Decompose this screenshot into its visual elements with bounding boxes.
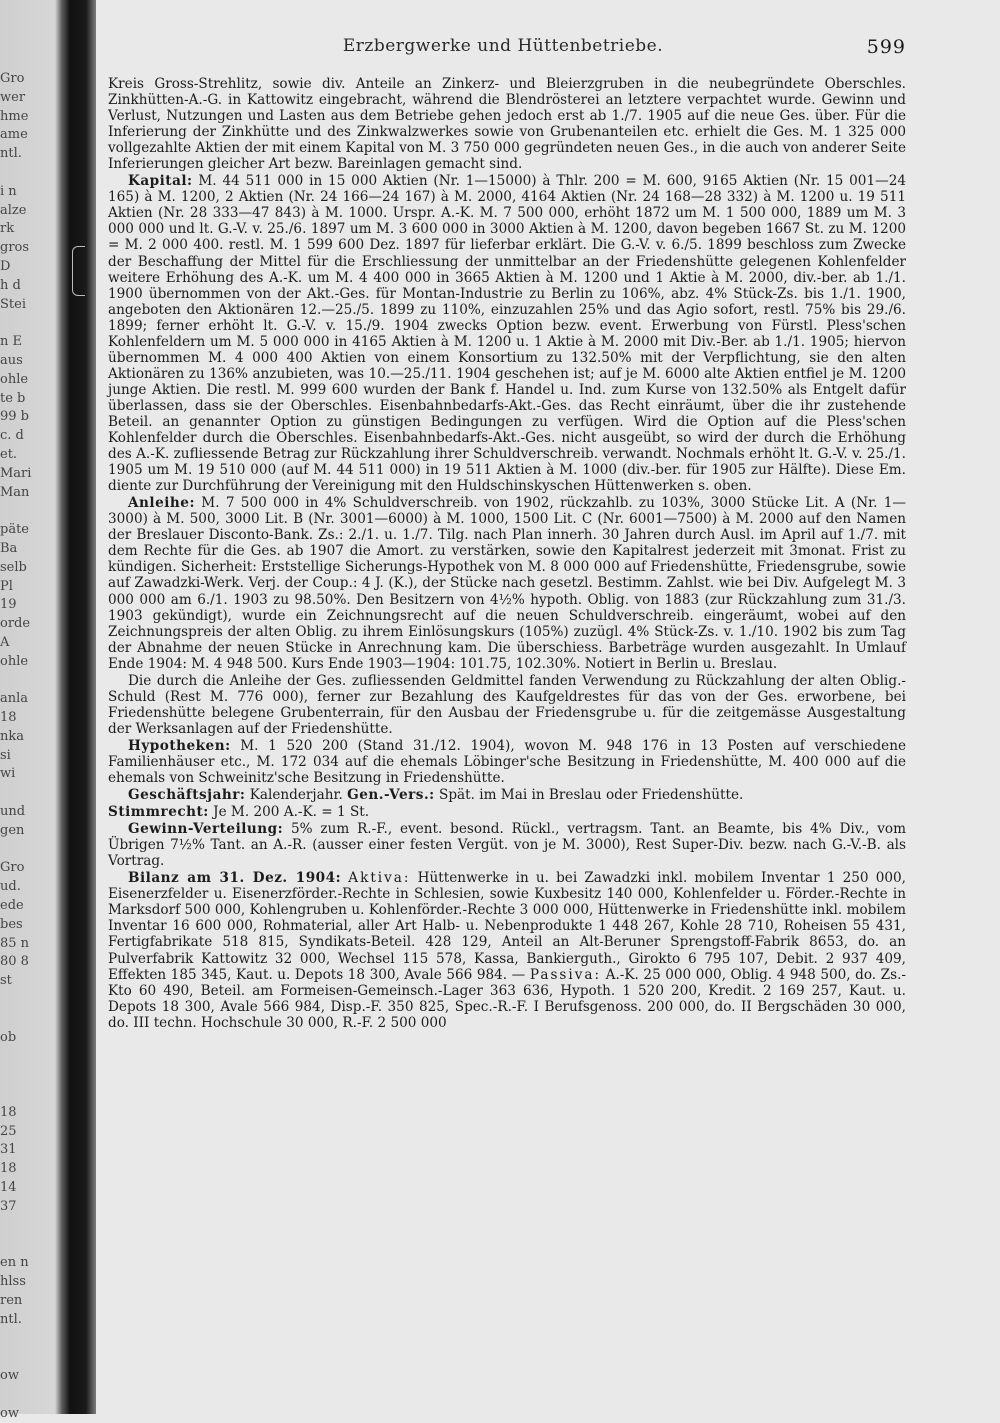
text-column xyxy=(108,76,906,1032)
fragment-line: gen xyxy=(0,822,25,838)
fragment-line: ntl. xyxy=(0,146,22,162)
paragraph-geldmittel: Die durch die Anleihe der Ges. zufliessenden Geldmittel fanden Verwendung zu Rückzahlung der alten Oblig.-Schuld (Rest M. 776 000), ferner zur Bezahlung des Kaufgeldrestes für das von der Ges. erworbene, bei Friedenshütte belegene Grubenterrain, für den Ausbau der Friedensgrube u. für die zeitgemässe Ausgestaltung der Werksanlagen auf der Friedenshütte. xyxy=(108,672,906,737)
fragment-line: selb xyxy=(0,559,27,575)
fragment-line: alze xyxy=(0,202,27,218)
fragment-line: päte xyxy=(0,522,29,538)
fragment-line xyxy=(0,1329,62,1348)
running-title: Erzbergwerke und Hüttenbetriebe. xyxy=(342,36,664,56)
fragment-line: Mari xyxy=(0,465,32,481)
fragment-line: 18 xyxy=(0,710,17,726)
paragraph-bilanz: Bilanz am 31. Dez. 1904: Aktiva: Hüttenwerke in u. bei Zawadzki inkl. mobilem Inventar 1 250 000, Eisenerzfelder u. Eisenerzförder.-Rechte in Schlesien, sowie Kuxbesitz 140 000, Kohlenfelder u. Förder.-Rechte in Marksdorf 500 000, Kohlengruben u. Kohlenförder.-Rechte 3 000 000, Hüttenwerke in Friedenshütte inkl. mobilem Inventar 16 600 000, Rohmaterial, aller Art Halb- u. Nebenprodukte 1 448 267, Kohle 28 710, Roheisen 55 431, Fertigfabrikate 518 815, Syndikats-Beteil. 428 129, Anteil an Alt-Beruner Sprengstoff-Fabrik 8653, do. an Pulverfabrik Kattowitz 32 000, Wechsel 115 578, Kassa, Bankierguth., Girokto 6 795 107, Debit. 2 937 409, Effekten 185 345, Kaut. u. Depots 18 300, Avale 566 984. — Passiva: A.-K. 25 000 000, Oblig. 4 948 500, do. Zs.-Kto 60 490, Beteil. am Formeisen-Gemeinsch.-Lager 363 636, Hypoth. 1 520 200, Kredit. 2 169 257, Kaut. u. Depots 18 300, Avale 566 984, Disp.-F. 350 825, Spec.-R.-F. I Berufsgenoss. 200 000, do. II Bergschäden 30 000, do. III techn. Hochschule 30 000, R.-F. 2 500 000 xyxy=(108,870,906,1031)
fragment-line: D xyxy=(0,258,11,274)
fragment-line: aus xyxy=(0,352,23,368)
fragment-line: ntl. xyxy=(0,1311,22,1327)
fragment-line: und xyxy=(0,804,26,820)
fragment-line: 18 xyxy=(0,1104,17,1120)
passiva-label: Passiva: xyxy=(529,966,602,983)
fragment-line xyxy=(0,1085,62,1104)
fragment-line: ob xyxy=(0,1029,17,1045)
fragment-line: n E xyxy=(0,334,22,350)
section-heading: Geschäftsjahr: xyxy=(128,787,246,804)
section-heading: Hypotheken: xyxy=(128,737,231,754)
fragment-line: ohle xyxy=(0,371,29,387)
section-heading: Bilanz am 31. Dez. 1904: xyxy=(128,870,342,887)
section-heading: Kapital: xyxy=(128,173,193,190)
fragment-line: te b xyxy=(0,390,26,406)
fragment-line xyxy=(0,1348,62,1367)
fragment-line: 99 b xyxy=(0,409,29,425)
section-heading: Gewinn-Verteilung: xyxy=(128,821,284,838)
fragment-line: h d xyxy=(0,277,21,293)
fragment-line xyxy=(0,314,62,333)
fragment-line: Stei xyxy=(0,296,26,312)
fragment-line xyxy=(0,1235,62,1254)
fragment-line xyxy=(0,784,62,803)
fragment-line: A xyxy=(0,634,10,650)
paragraph-stimmrecht: Stimmrecht: Je M. 200 A.-K. = 1 St. xyxy=(108,804,370,821)
fragment-line: wi xyxy=(0,766,16,782)
fragment-line: ow xyxy=(0,1405,19,1421)
fragment-line: ede xyxy=(0,898,24,914)
fragment-line: Man xyxy=(0,484,30,500)
fragment-line: 85 n xyxy=(0,935,30,951)
fragment-line: 18 xyxy=(0,1161,17,1177)
fragment-line xyxy=(0,1047,62,1066)
fragment-line: i n xyxy=(0,183,17,199)
fragment-line xyxy=(0,672,62,691)
fragment-line: wer xyxy=(0,89,26,105)
fragment-line: ame xyxy=(0,127,28,143)
fragment-line: Gro xyxy=(0,860,25,876)
fragment-line: Gro xyxy=(0,71,25,86)
fragment-line xyxy=(0,991,62,1010)
fragment-line: nka xyxy=(0,728,25,744)
paragraph-kapital: Kapital: M. 44 511 000 in 15 000 Aktien (Nr. 1—15000) à Thlr. 200 = M. 600, 9165 Aktien (Nr. 15 001—24 165) à M. 1200, 2 Aktien (Nr. 24 166—24 167) à M. 2000, 4164 Aktien (Nr. 24 168—28 332) à M. 1200 u. 19 511 Aktien (Nr. 28 333—47 843) à M. 1000. Urspr. A.-K. M. 7 500 000, erhöht 1872 um M. 1 500 000, 1889 um M. 3 000 000 und lt. G.-V. v. 25./6. 1897 um M. 3 600 000 in 3000 Aktien à M. 1200, davon begeben 1667 St. zu M. 1200 = M. 2 000 400. restl. M. 1 599 600 Dez. 1897 für lieferbar erklärt. Die G.-V. v. 6./5. 1899 beschloss zum Zwecke der Beschaffung der Mittel für die Erschliessung der unmittelbar an der Friedenshütte gelegenen Kohlenfelder weitere Erhöhung des A.-K. um M. 4 400 000 in 3665 Aktien à M. 1200 und 1 Aktie à M. 2000, div.-ber. ab 1./1. 1900 übernommen von der Akt.-Ges. für Montan-Industrie zu Berlin zu 106%, abz. 4% Stück-Zs. bis 1./1. 1900, angeboten den Aktionären 12.—25./5. 1899 zu 110%, einzuzahlen 25% und das Agio sofort, restl. 75% bis 29./6. 1899; ferner erhöht lt. G.-V. v. 15./9. 1904 zwecks Option bezw. event. Erwerbung von Fürstl. Pless'schen Kohlenfeldern um M. 5 000 000 in 4165 Aktien à M. 1200 u. 1 Aktie à M. 2000 mit Div.-Ber. ab 1./1. 1905; hiervon übernommen M. 4 000 400 Aktien von einem Konsortium zu 132.50% mit der Verpflichtung, sie den alten Aktionären zu 136% anzubieten, was 10.—25./11. 1904 geschehen ist; auf je M. 6000 alte Aktien entfiel je M. 1200 junge Aktien. Die restl. M. 999 600 wurden der Bank f. Handel u. Ind. zum Kurse von 132.50% als Entgelt dafür überlassen, dass sie der Oberschles. Eisenbahnbedarfs-Akt.-Ges. das Recht einräumt, über die ihr zustehende Beteil. an genannter Option zu günstigen Bedingungen zu verfügen. Wird die Option auf die Pless'schen Kohlenfelder durch die Oberschles. Eisenbahnbedarfs-Akt.-Ges. nicht ausgeübt, so wird der durch die Erhöhung des A.-K. zufliessende Betrag zur Rückzahlung ihrer Schuldverschreib. verwandt. Nochmals erhöht lt. G.-V. v. 25./1. 1905 um M. 19 510 000 (auf M. 44 511 000) in 19 511 Aktien à M. 1000 (div.-ber. für 1905 zur Hälfte). Diese Em. diente zur Durchführung der Vereinigung mit den Huldschinskyschen Hüttenwerken s. oben. xyxy=(108,173,906,495)
fragment-line: 25 xyxy=(0,1123,17,1139)
section-heading: Anleihe: xyxy=(128,495,195,512)
fragment-line xyxy=(0,164,62,183)
fragment-line: ren xyxy=(0,1292,23,1308)
fragment-line: Ba xyxy=(0,540,18,556)
fragment-line: 19 xyxy=(0,597,17,613)
paragraph-intro: Kreis Gross-Strehlitz, sowie div. Anteile an Zinkerz- und Bleierzgruben in die neubegründete Oberschles. Zinkhütten-A.-G. in Kattowitz eingebracht, während die Blendrösterei an letztere verpachtet wurde. Gewinn und Verlust, Nutzungen und Lasten aus dem Betriebe gehen jedoch erst ab 1./7. 1905 auf die neue Ges. über. Für die Inferierung der Zinkhütte und des Zinkwalzwerkes sowie von Grubenanteilen etc. erhielt die Ges. M. 1 325 000 vollgezahlte Aktien der mit einem Kapital von M. 3 750 000 gegründeten neuen Ges., in die auch von anderer Seite Inferierungen gleicher Art bezw. Bareinlagen gemacht sind. xyxy=(108,76,906,173)
section-heading: Stimmrecht: xyxy=(108,804,209,821)
fragment-line: ow xyxy=(0,1367,19,1383)
fragment-line xyxy=(0,1010,62,1029)
paragraph-hypotheken: Hypotheken: M. 1 520 200 (Stand 31./12. 1904), wovon M. 948 176 in 13 Posten auf verschiedene Familienhäuser etc., M. 172 034 auf die ehemals Löbinger'sche Besitzung in Friedenshütte, M. 400 000 auf die ehemals von Schweinitz'sche Besitzung in Friedenshütte. xyxy=(108,737,906,787)
fragment-line xyxy=(0,1217,62,1236)
fragment-line: et. xyxy=(0,446,18,462)
fragment-line: st xyxy=(0,973,12,989)
fragment-line: 80 8 xyxy=(0,954,29,970)
fragment-line xyxy=(0,841,62,860)
aktiva-label: Aktiva: xyxy=(348,870,411,887)
fragment-line: c. d xyxy=(0,428,24,444)
paragraph-geschaeftsjahr: Geschäftsjahr: Kalenderjahr. Gen.-Vers.: Spät. im Mai in Breslau oder Friedenshütte. xyxy=(128,787,744,804)
page-number: 599 xyxy=(866,36,906,58)
fragment-line: 14 xyxy=(0,1180,17,1196)
paragraph-anleihe: Anleihe: M. 7 500 000 in 4% Schuldverschreib. von 1902, rückzahlb. zu 103%, 3000 Stücke Lit. A (Nr. 1—3000) à M. 500, 3000 Lit. B (Nr. 3001—6000) à M. 1000, 1500 Lit. C (Nr. 6001—7500) à M. 2000 auf den Namen der Breslauer Disconto-Bank. Zs.: 2./1. u. 1./7. Tilg. nach Plan innerh. 30 Jahren durch Ausl. im April auf 1./7. mit dem Rechte für die Ges. ab 1907 die Amort. zu verstärken, sowie den Kapitalrest jederzeit mit 3monat. Frist zu kündigen. Sicherheit: Erststellige Sicherungs-Hypothek von M. 8 000 000 auf Friedenshütte, Friedensgrube, sowie auf Zawadzki-Werk. Verj. der Coup.: 4 J. (K.), der Stücke nach gesetzl. Bestimm. Zahlst. wie bei Div. Aufgelegt M. 3 000 000 am 6./1. 1903 zu 98.50%. Den Besitzern von 4½% hypoth. Oblig. von 1883 (zur Rückzahlung zum 31./3. 1903 gekündigt), wurde ein Zeichnungsrecht auf die neuen Schuldverschreib. eingeräumt, wobei auf den Zeichnungspreis der alten Oblig. zu ihrem Einlösungskurs (105%) zuzügl. 4% Stück-Zs. v. 1./10. 1902 bis zum Tag der Abnahme der neuen Stücke in Anrechnung kam. Die überschiess. Barbeträge wurden ausgezahlt. In Umlauf Ende 1904: M. 4 948 500. Kurs Ende 1903—1904: 101.75, 102.30%. Notiert in Berlin u. Breslau. xyxy=(108,495,906,672)
fragment-line: Pl xyxy=(0,578,13,594)
page-header xyxy=(100,36,906,60)
fragment-line: hlss xyxy=(0,1274,26,1289)
fragment-line: anla xyxy=(0,691,29,707)
fragment-line: si xyxy=(0,747,11,763)
fragment-line: en n xyxy=(0,1255,29,1271)
fragment-line: 31 xyxy=(0,1142,17,1158)
fragment-line: gros xyxy=(0,240,30,256)
fragment-line: hme xyxy=(0,108,29,124)
fragment-line: ohle xyxy=(0,653,29,669)
section-heading: Gen.-Vers.: xyxy=(347,787,435,804)
bracket-mark xyxy=(72,246,85,296)
fragment-line: 37 xyxy=(0,1198,17,1214)
fragment-line: rk xyxy=(0,221,15,237)
fragment-line xyxy=(0,1066,62,1085)
fragment-line: orde xyxy=(0,616,31,632)
fragment-line xyxy=(0,502,62,521)
fragment-line: ud. xyxy=(0,879,21,895)
fragment-line xyxy=(0,1386,62,1405)
facing-page-fragment xyxy=(0,70,62,1423)
paragraph-gewinn: Gewinn-Verteilung: 5% zum R.-F., event. besond. Rückl., vertragsm. Tant. an Beamte, bis 4% Div., vom Übrigen 7½% Tant. an A.-R. (ausser einer festen Vergüt. von je M. 3000), Rest Super-Div. bezw. nach G.-V.-B. als Vortrag. xyxy=(108,821,906,870)
fragment-line: bes xyxy=(0,916,23,932)
